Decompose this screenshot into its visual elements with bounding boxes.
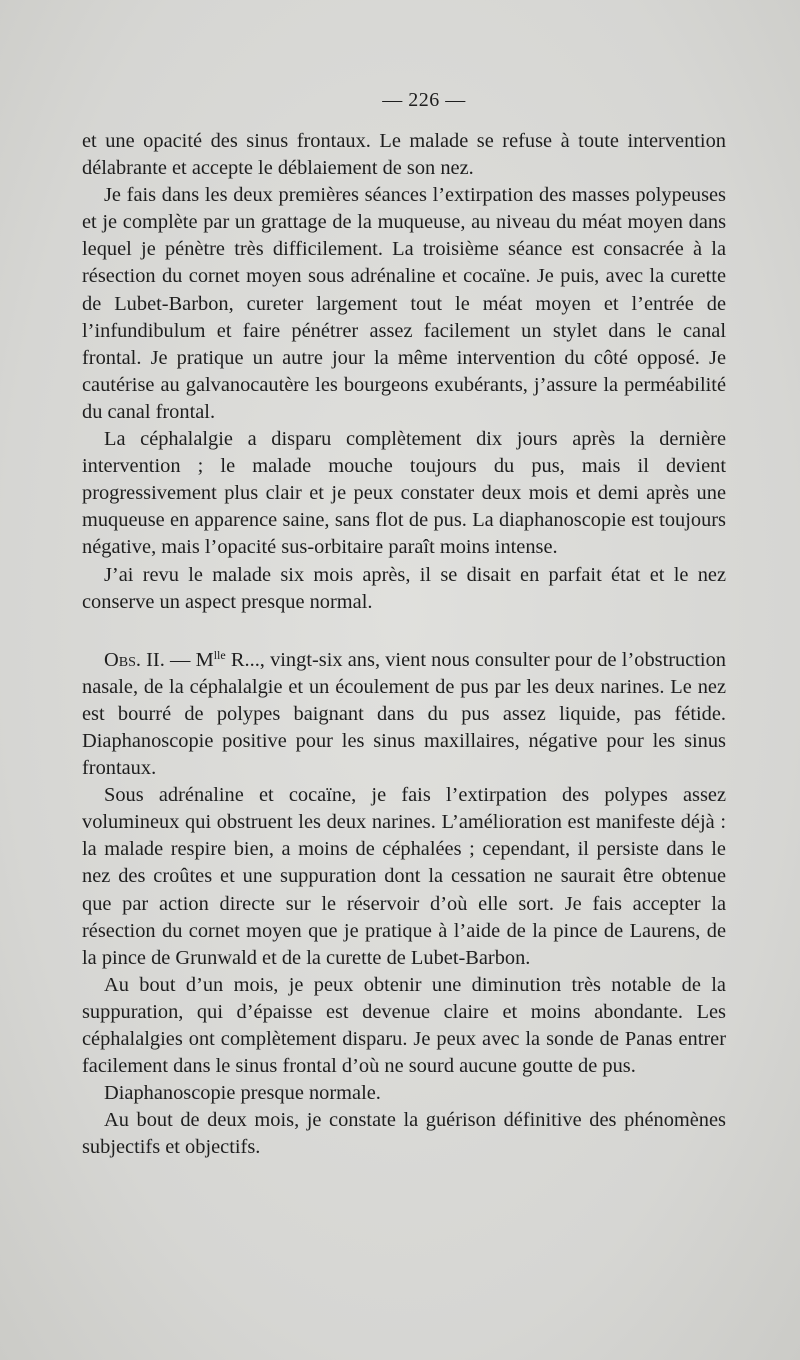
paragraph-outcome: La céphalalgie a disparu complètement dix jours après la dernière intervention ; le malade mouche toujours du pus, mais il devient progressivement plus clair et je peux constater deux mois et demi après une muqueuse en apparence saine, sans flot de pus. La diaphanoscopie est toujours négative, mais l’opacité sus-orbitaire paraît moins intense. [82, 428, 726, 559]
paragraph-follow-up: J’ai revu le malade six mois après, il se disait en parfait état et le nez conserve un aspect presque normal. [82, 563, 726, 613]
paragraph-final-result: Au bout de deux mois, je constate la guérison définitive des phénomènes subjectifs et objectifs. [82, 1109, 726, 1159]
observation-two-intro [82, 647, 726, 782]
page-number: — 226 — [382, 89, 466, 111]
paragraph-continuation: et une opacité des sinus frontaux. Le malade se refuse à toute intervention délabrante et accepte le déblaiement de son nez. [82, 130, 726, 180]
paragraph-surgery-sessions: Je fais dans les deux premières séances l’extirpation des masses polypeuses et je complète par un grattage de la muqueuse, au niveau du méat moyen dans lequel je pénètre très difficilement. La troisième séance est consacrée à la résection du cornet moyen sous adrénaline et cocaïne. Je puis, avec la curette de Lubet-Barbon, cureter largement tout le méat moyen et l’entrée de l’infundibulum et faire pénétrer assez facilement un stylet dans le canal frontal. Je pratique un autre jour la même intervention du côté opposé. Je cautérise au galvanocautère les bourgeons exubérants, j’assure la perméabilité du canal frontal. [82, 184, 726, 423]
case-one-text [82, 128, 726, 616]
patient-title-superscript: lle [213, 647, 226, 662]
paragraph-diaphanoscopy: Diaphanoscopie presque normale. [104, 1082, 381, 1105]
paragraph-one-month-result: Au bout d’un mois, je peux obtenir une diminution très notable de la suppuration, qui d’épaisse est devenue claire et moins abondante. Les céphalalgies ont complètement disparu. Je peux avec la sonde de Panas entrer facilement dans le sinus frontal d’où ne sourd aucune goutte de pus. [82, 973, 726, 1078]
observation-label: Obs. II. [104, 648, 165, 671]
observation-two [82, 647, 726, 1162]
patient-title: M [195, 648, 214, 671]
observation-dash: — [164, 648, 196, 671]
observation-two-intro-text: R..., vingt-six ans, vient nous consulter pour de l’obstruction nasale, de la céphalalgie et un écoulement de pus par les deux narines. Le nez est bourré de polypes baignant dans du pus assez liquide, pas fétide. Diaphanoscopie positive pour les sinus maxillaires, négative pour les sinus frontaux. [82, 648, 726, 780]
paragraph-polyp-extraction: Sous adrénaline et cocaïne, je fais l’extirpation des polypes assez volumineux qui obstruent les deux narines. L’amélioration est manifeste déjà : la malade respire bien, a moins de céphalées ; cependant, il persiste dans le nez des croûtes et une suppuration dont la cessation ne saurait être obtenue que par action directe sur le réservoir d’où elle sort. Je fais accepter la résection du cornet moyen que je pratique à l’aide de la pince de Laurens, de la pince de Grunwald et de la curette de Lubet-Barbon. [82, 784, 726, 969]
